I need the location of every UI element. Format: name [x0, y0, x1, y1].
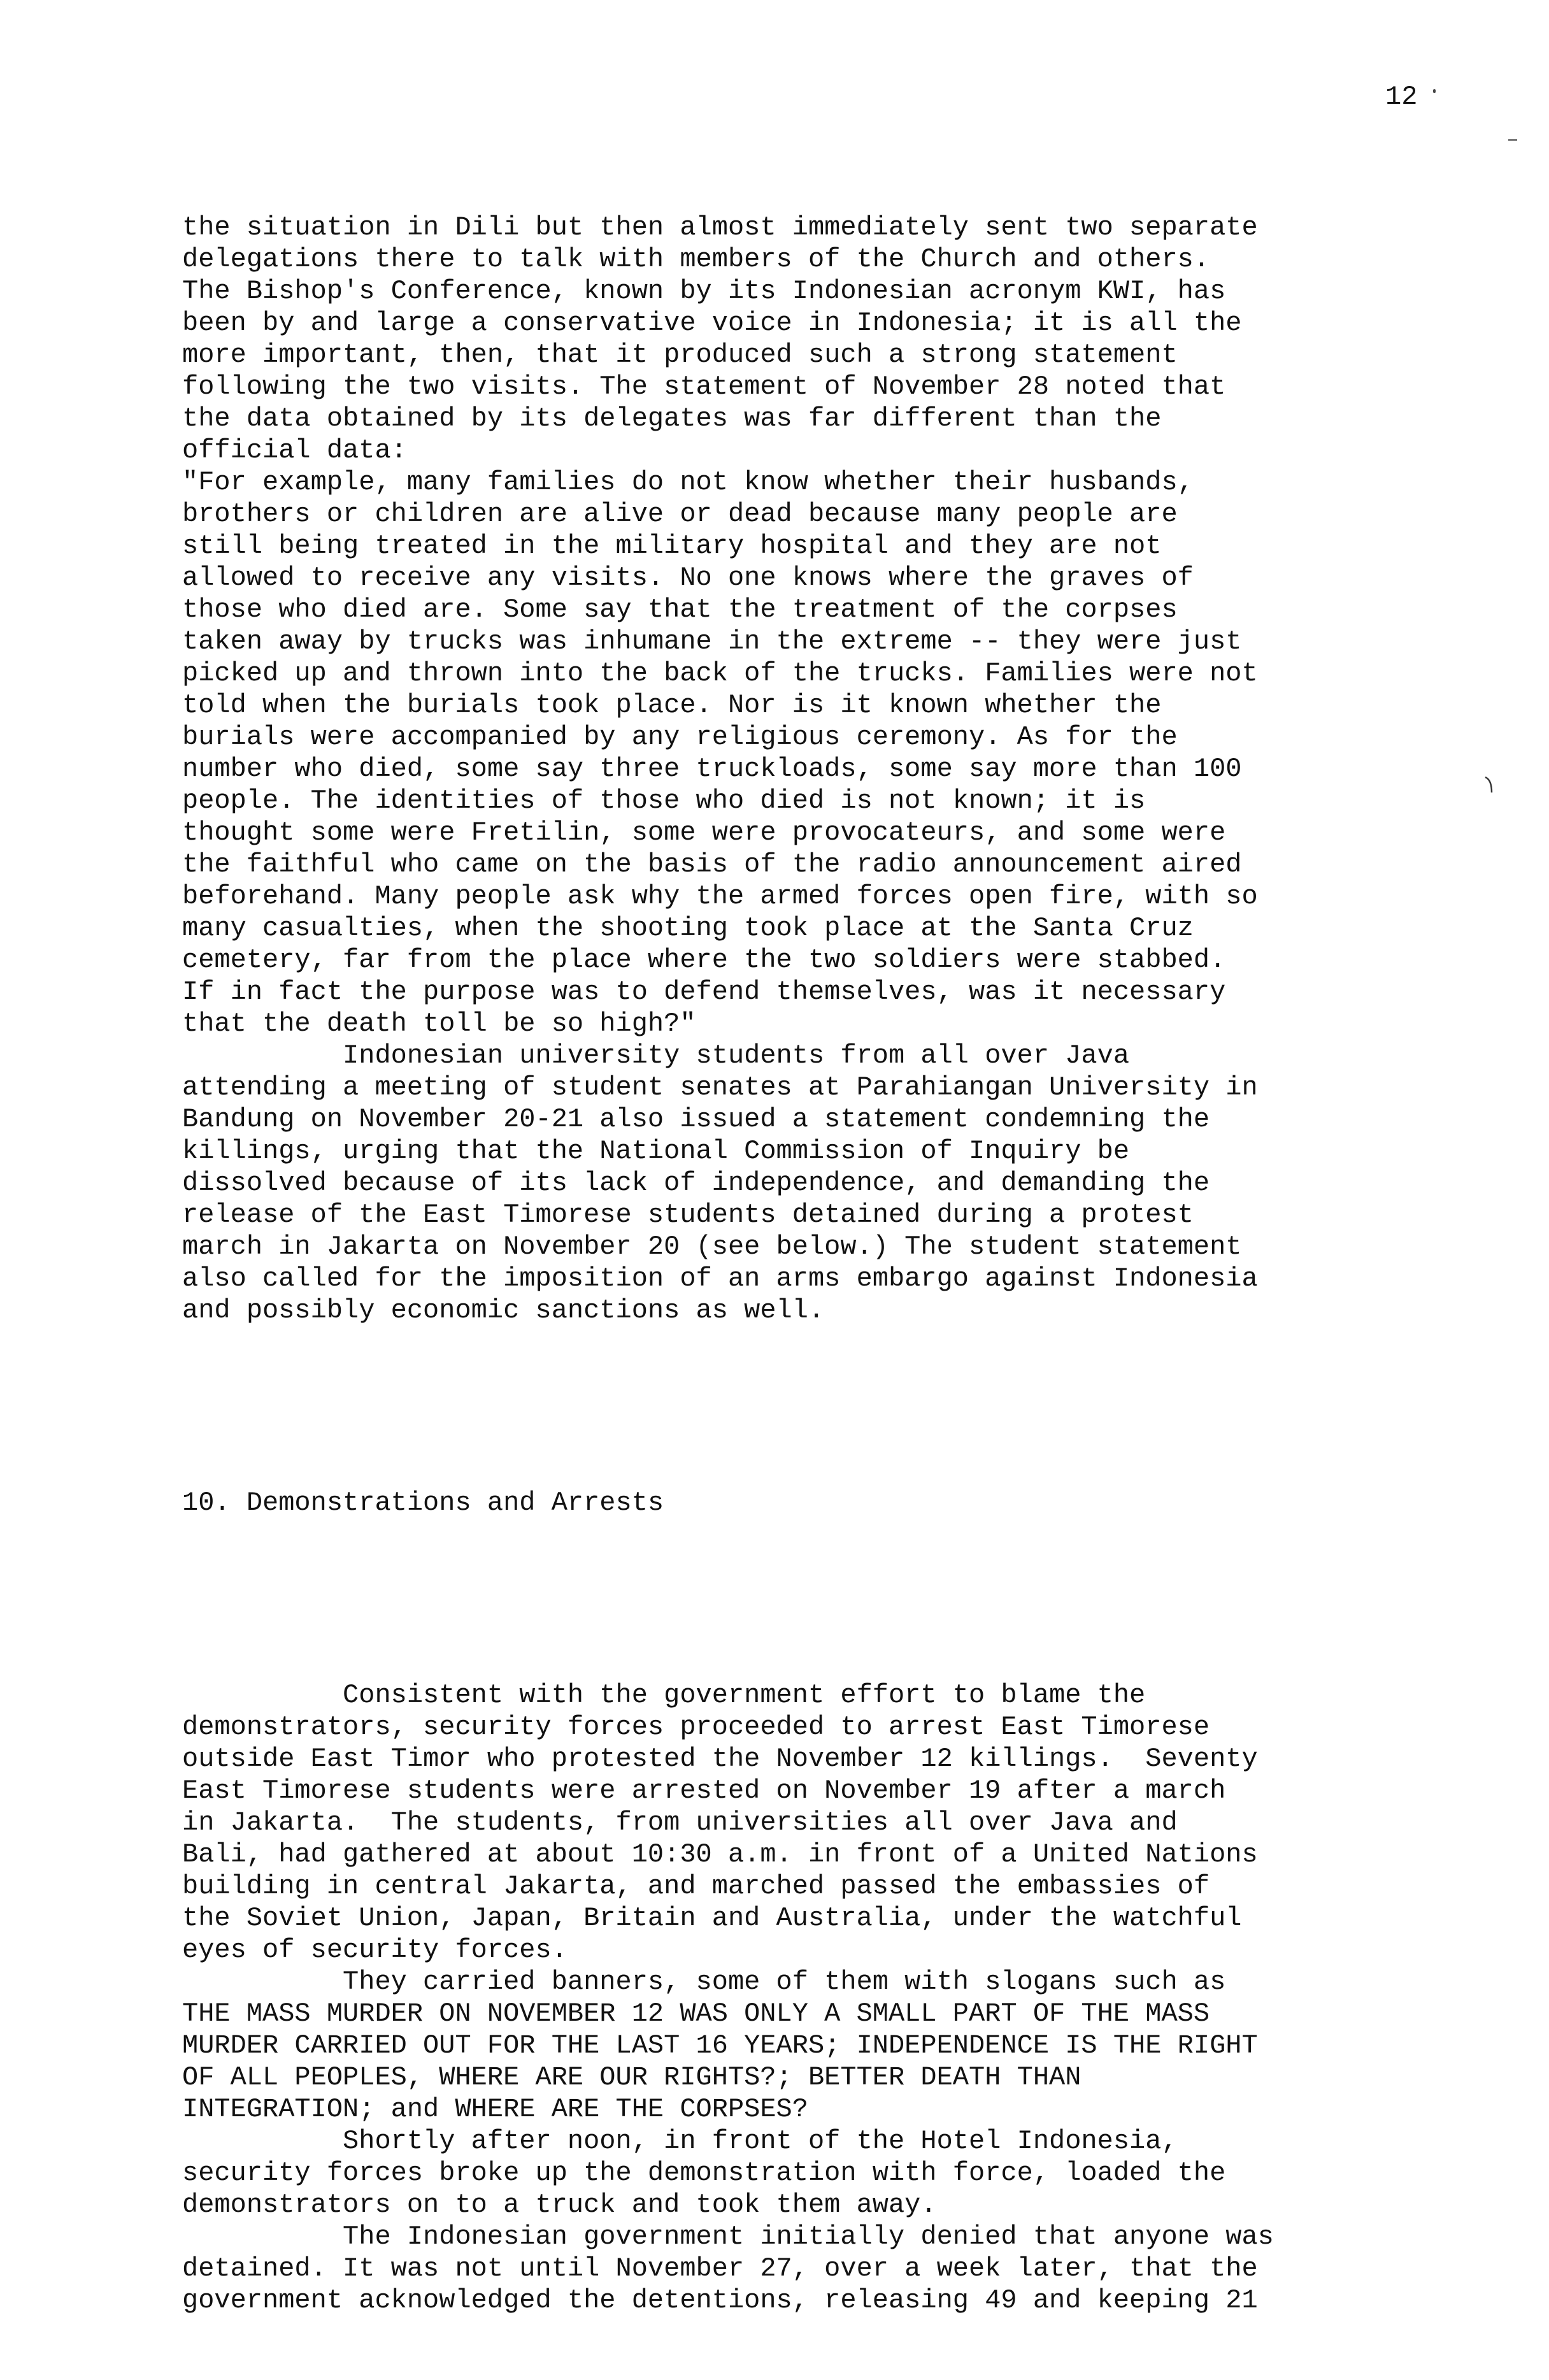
- text-line: Consistent with the government effort to blame the: [182, 1680, 1146, 1710]
- scan-mark: [1484, 776, 1494, 794]
- text-line: the situation in Dili but then almost immediately sent two separate: [182, 212, 1258, 243]
- text-line: official data:: [182, 435, 407, 466]
- text-line: following the two visits. The statement of November 28 noted that: [182, 371, 1226, 402]
- text-line: Indonesian university students from all over Java: [182, 1040, 1130, 1071]
- text-line: delegations there to talk with members of the Church and others.: [182, 244, 1210, 275]
- text-line: government acknowledged the detentions, releasing 49 and keeping 21: [182, 2285, 1258, 2316]
- text-line: Bandung on November 20-21 also issued a statement condemning the: [182, 1104, 1210, 1135]
- section-b: [182, 1679, 1443, 2316]
- section-a: [182, 211, 1443, 1326]
- text-line: told when the burials took place. Nor is it known whether the: [182, 690, 1162, 720]
- text-line: people. The identities of those who died is not known; it is: [182, 785, 1146, 816]
- text-line: demonstrators, security forces proceeded to arrest East Timorese: [182, 1712, 1210, 1742]
- text-line: also called for the imposition of an arms embargo against Indonesia: [182, 1263, 1258, 1294]
- text-line: the data obtained by its delegates was far different than the: [182, 403, 1162, 434]
- text-line: INTEGRATION; and WHERE ARE THE CORPSES?: [182, 2094, 808, 2125]
- text-line: killings, urging that the National Commission of Inquiry be: [182, 1136, 1130, 1166]
- text-line: been by and large a conservative voice in Indonesia; it is all the: [182, 308, 1242, 338]
- text-line: release of the East Timorese students detained during a protest: [182, 1200, 1194, 1230]
- text-line: and possibly economic sanctions as well.: [182, 1295, 825, 1326]
- text-line: building in central Jakarta, and marched passed the embassies of: [182, 1871, 1210, 1902]
- text-line: in Jakarta. The students, from universities all over Java and: [182, 1807, 1178, 1838]
- text-line: allowed to receive any visits. No one knows where the graves of: [182, 563, 1194, 593]
- text-line: cemetery, far from the place where the two soldiers were stabbed.: [182, 945, 1226, 975]
- text-line: dissolved because of its lack of independence, and demanding the: [182, 1168, 1210, 1198]
- text-line: those who died are. Some say that the treatment of the corpses: [182, 594, 1178, 625]
- text-line: They carried banners, some of them with slogans such as: [182, 1967, 1226, 1997]
- text-line: The Bishop's Conference, known by its Indonesian acronym KWI, has: [182, 276, 1226, 306]
- text-line: Bali, had gathered at about 10:30 a.m. in front of a United Nations: [182, 1839, 1258, 1870]
- text-line: Shortly after noon, in front of the Hotel Indonesia,: [182, 2126, 1178, 2156]
- text-line: thought some were Fretilin, some were provocateurs, and some were: [182, 817, 1226, 848]
- text-line: picked up and thrown into the back of the trucks. Families were not: [182, 658, 1258, 689]
- text-line: many casualties, when the shooting took place at the Santa Cruz: [182, 913, 1194, 943]
- page-number: 12: [1385, 82, 1418, 112]
- text-line: that the death toll be so high?": [182, 1008, 696, 1039]
- text-line: The Indonesian government initially denied that anyone was: [182, 2221, 1274, 2252]
- text-line: demonstrators on to a truck and took them away.: [182, 2190, 937, 2220]
- text-line: "For example, many families do not know whether their husbands,: [182, 467, 1194, 498]
- scan-mark: [1433, 89, 1436, 93]
- text-line: security forces broke up the demonstration with force, loaded the: [182, 2158, 1226, 2188]
- text-line: taken away by trucks was inhumane in the extreme -- they were just: [182, 626, 1242, 657]
- text-line: burials were accompanied by any religious ceremony. As for the: [182, 722, 1178, 752]
- body-text: [182, 148, 1443, 2380]
- text-line: If in fact the purpose was to defend themselves, was it necessary: [182, 977, 1226, 1007]
- text-line: more important, then, that it produced such a strong statement: [182, 340, 1178, 370]
- scan-mark: [1508, 139, 1517, 141]
- text-line: attending a meeting of student senates at Parahiangan University in: [182, 1072, 1258, 1103]
- text-line: eyes of security forces.: [182, 1935, 567, 1965]
- text-line: outside East Timor who protested the November 12 killings. Seventy: [182, 1744, 1258, 1774]
- text-line: march in Jakarta on November 20 (see below.) The student statement: [182, 1231, 1242, 1262]
- text-line: beforehand. Many people ask why the armed forces open fire, with so: [182, 881, 1258, 912]
- text-line: East Timorese students were arrested on November 19 after a march: [182, 1775, 1226, 1806]
- text-line: THE MASS MURDER ON NOVEMBER 12 WAS ONLY A SMALL PART OF THE MASS: [182, 1998, 1210, 2029]
- text-line: detained. It was not until November 27, over a week later, that the: [182, 2253, 1258, 2284]
- text-line: still being treated in the military hospital and they are not: [182, 531, 1162, 561]
- text-line: MURDER CARRIED OUT FOR THE LAST 16 YEARS; INDEPENDENCE IS THE RIGHT: [182, 2030, 1258, 2061]
- text-line: brothers or children are alive or dead because many people are: [182, 499, 1178, 529]
- text-line: OF ALL PEOPLES, WHERE ARE OUR RIGHTS?; BETTER DEATH THAN: [182, 2062, 1081, 2093]
- text-line: the Soviet Union, Japan, Britain and Australia, under the watchful: [182, 1903, 1242, 1933]
- text-line: the faithful who came on the basis of the radio announcement aired: [182, 849, 1242, 880]
- section-heading: 10. Demonstrations and Arrests: [182, 1488, 664, 1518]
- text-line: number who died, some say three truckloads, some say more than 100: [182, 754, 1242, 784]
